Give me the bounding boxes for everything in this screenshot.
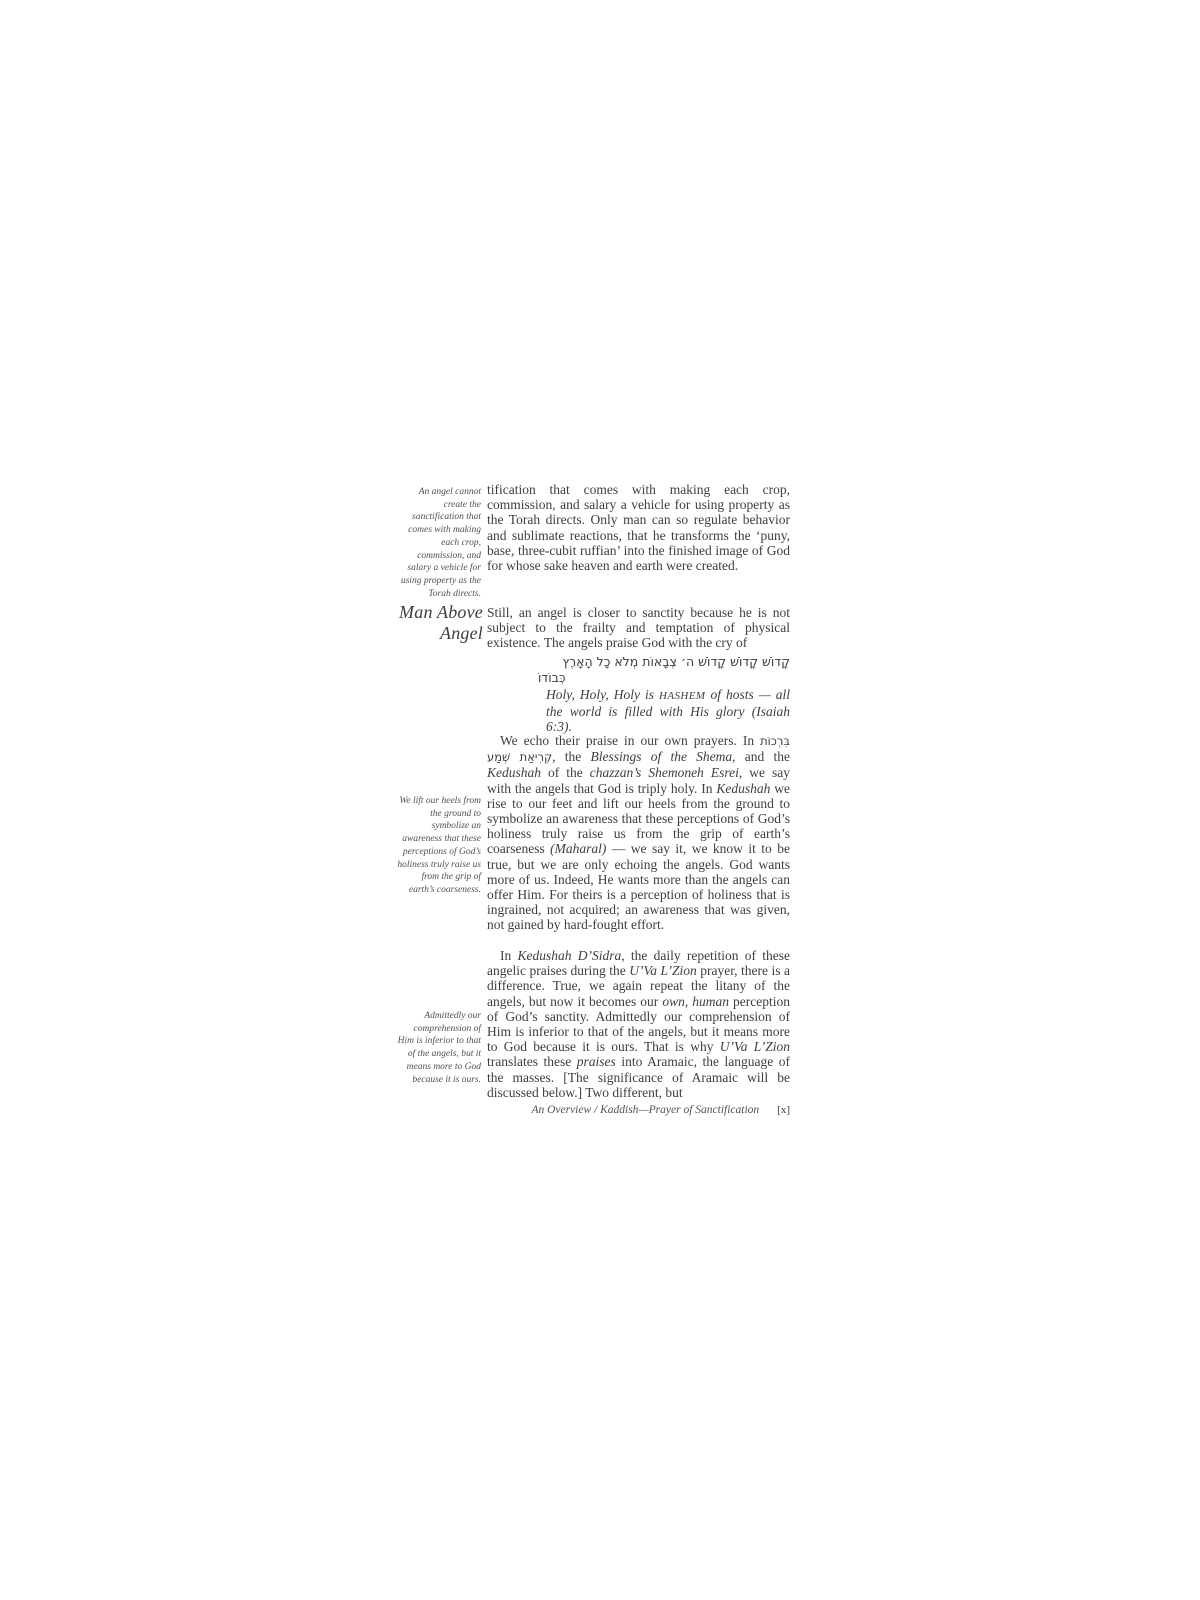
- page-footer: [397, 1104, 790, 1116]
- section-body: [487, 605, 790, 734]
- man-above-angel-row: [397, 602, 790, 735]
- section-heading: Man Above Angel: [399, 602, 483, 643]
- margin-note-comprehension: Admittedly our comprehension of Him is inferior to that of the angels, but it means more to God because it is ours.: [397, 1011, 481, 1085]
- running-title: An Overview / Kaddish—Prayer of Sanctification: [531, 1104, 760, 1116]
- paragraph-we-echo: We echo their praise in our own prayers. In בִּרְכוֹת קְרִיאַת שְׁמַע, the Blessings of the Shema, and the Kedushah of the chazzan’s Shemoneh Esrei, we say with the angels that God is triply holy. In Kedushah we rise to our feet and lift our heels from the ground to symbolize an awareness that these perceptions of God’s holiness truly raise us from the grip of earth’s coarseness (Maharal) — we say it, we know it to be true, but we are only echoing the angels. God wants more of us. Indeed, He wants more than the angels can offer Him. For theirs is a perception of holiness that is ingrained, not acquired; an awareness that was given, not gained by hard-fought effort.: [487, 733, 790, 933]
- hebrew-quote-line1: קָדוֹשׁ קָדוֹשׁ קָדוֹשׁ ה׳ צְבָאוֹת מְלֹא כָל הָאָרֶץ: [562, 653, 790, 669]
- kedushah-dsidra-row: [397, 948, 790, 1100]
- echo-praise-row: [397, 733, 790, 933]
- hebrew-quote: [538, 654, 790, 686]
- margin-note-lift-heels: We lift our heels from the ground to symbolize an awareness that these perceptions of God’s holiness truly raise us from the grip of earth’s coarseness.: [397, 796, 481, 895]
- quote-translation: Holy, Holy, Holy is HASHEM of hosts — all the world is filled with His glory (Isaiah 6:3).: [546, 686, 790, 735]
- text-block: [397, 482, 790, 1162]
- opening-paragraph-row: [397, 482, 790, 599]
- paragraph-continuation: tification that comes with making each crop, commission, and salary a vehicle for using property as the Torah directs. Only man can so regulate behavior and sublimate reactions, that he transforms the ‘puny, base, three-cubit ruffian’ into the finished image of God for whose sake heaven and earth were created.: [487, 482, 790, 574]
- page-number: [x]: [777, 1104, 790, 1116]
- paragraph-angel-sanctity: Still, an angel is closer to sanctity because he is not subject to the frailty and temptation of physical existence. The angels praise God with the cry of: [487, 605, 790, 651]
- hebrew-quote-line2: כְּבוֹדוֹ: [538, 669, 566, 685]
- paragraph-kedushah-dsidra: In Kedushah D’Sidra, the daily repetition of these angelic praises during the U’Va L’Zion prayer, there is a difference. True, we again repeat the litany of the angels, but now it becomes our own, human perception of God’s sanctity. Admittedly our comprehension of Him is inferior to that of the angels, but it means more to God because it is ours. That is why U’Va L’Zion translates these praises into Aramaic, the language of the masses. [The significance of Aramaic will be discussed below.] Two different, but: [487, 948, 791, 1100]
- margin-note-sanctification: An angel cannot create the sanctification that comes with making each crop, commission, and salary a vehicle for using property as the Torah directs.: [400, 487, 481, 599]
